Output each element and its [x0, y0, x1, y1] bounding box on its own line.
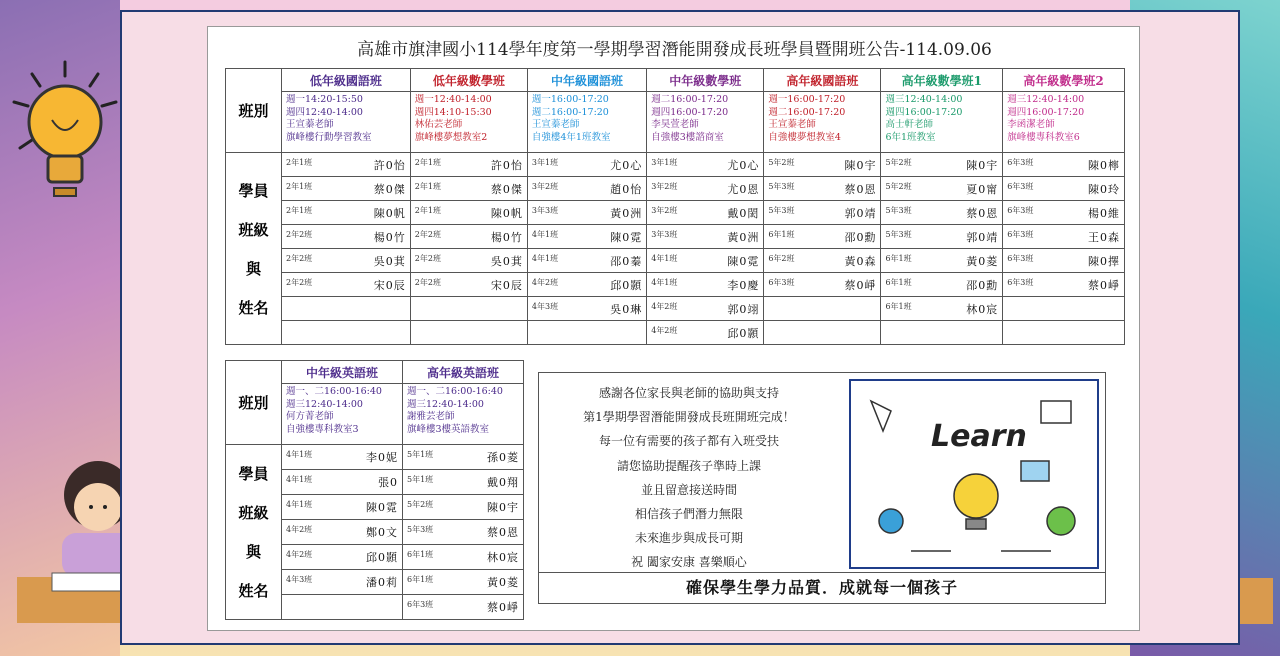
- student-class: 5年3班: [885, 205, 912, 215]
- student-cell: [527, 321, 646, 345]
- class-header: 高年級英語班: [403, 361, 524, 384]
- class-header: 高年級數學班2: [1003, 69, 1125, 92]
- student-cell: [282, 545, 403, 570]
- student-cell: [647, 153, 764, 177]
- student-class: 5年3班: [885, 229, 912, 239]
- student-class: 5年2班: [768, 157, 795, 167]
- student-class: 5年2班: [885, 157, 912, 167]
- student-class: 4年1班: [531, 253, 559, 263]
- schedule-line: 李昊萱老師: [651, 119, 699, 130]
- student-cell: [764, 177, 881, 201]
- student-class: 6年3班: [1007, 253, 1034, 263]
- student-class: 3年1班: [651, 157, 678, 167]
- student-cell: [764, 297, 881, 321]
- schedule-line: 週一14:20-15:50: [286, 94, 363, 105]
- row-label-line: 班級: [238, 220, 269, 239]
- student-cell: [410, 249, 527, 273]
- student-cell: [282, 249, 411, 273]
- student-name: 蔡0恩: [844, 182, 877, 196]
- schedule-line: 自強樓4年1班教室: [531, 131, 611, 143]
- student-cell: [527, 177, 646, 201]
- schedule-line: 何方菁老師: [286, 411, 334, 422]
- student-class: 6年2班: [768, 253, 795, 263]
- student-cell: [282, 570, 403, 595]
- schedule-line: 週一、二16:00-16:40: [407, 386, 503, 397]
- student-name: 蔡0傑: [373, 182, 406, 196]
- schedule-line: 旗峰樓專科教室6: [1007, 131, 1080, 143]
- student-name: 陳0玲: [1088, 182, 1120, 196]
- message-line: 並且留意接送時間: [640, 482, 737, 497]
- student-name: 陳0帆: [490, 206, 523, 220]
- student-cell: [282, 495, 403, 520]
- learn-illustration: [849, 379, 1099, 569]
- page-title: 高雄市旗津國小114學年度第一學期學習潛能開發成長班學員暨開班公告-114.09.06: [357, 40, 992, 60]
- student-cell: [282, 297, 411, 321]
- student-name: 蔡0恩: [487, 526, 519, 539]
- row-label-class: 班別: [226, 69, 282, 153]
- message-line: 未來進步與成長可期: [634, 531, 743, 546]
- student-class: 2年1班: [286, 157, 313, 167]
- student-name: 楊0維: [1088, 206, 1120, 220]
- schedule-line: 週四12:40-14:00: [286, 106, 363, 118]
- student-name: 邵0勳: [966, 278, 999, 292]
- student-name: 宋0辰: [490, 278, 523, 292]
- student-name: 黃0菱: [966, 254, 999, 268]
- student-class: 6年3班: [1007, 277, 1034, 287]
- student-name: 李0妮: [366, 451, 398, 464]
- student-name: 邱0顥: [610, 278, 643, 292]
- class-header: 高年級國語班: [764, 69, 881, 92]
- row-label-line: 與: [245, 259, 261, 278]
- student-name: 邱0顥: [727, 326, 760, 340]
- student-name: 尤0心: [727, 158, 760, 172]
- bottom-class-table: [225, 360, 524, 620]
- schedule-line: 6年1班教室: [885, 131, 936, 143]
- row-label-line: 姓名: [238, 298, 269, 317]
- student-class: 6年1班: [407, 575, 434, 584]
- student-class: 3年3班: [531, 205, 559, 215]
- class-schedule: [1003, 92, 1125, 153]
- student-name: 尤0恩: [727, 182, 760, 196]
- student-cell: [527, 201, 646, 225]
- student-name: 陳0擇: [1088, 254, 1120, 268]
- schedule-line: 王宣蓁老師: [531, 119, 580, 130]
- student-name: 陳0霓: [366, 501, 398, 514]
- student-class: 4年2班: [286, 550, 313, 559]
- student-cell: [527, 225, 646, 249]
- student-cell: [282, 225, 411, 249]
- student-name: 孫0菱: [487, 451, 519, 464]
- class-schedule: [881, 92, 1003, 153]
- student-name: 戴0閎: [727, 206, 760, 220]
- student-name: 鄭0文: [366, 526, 398, 539]
- row-label-class: 班別: [226, 361, 282, 445]
- student-name: 張0: [378, 476, 398, 489]
- schedule-line: 旗峰樓行動學習教室: [286, 131, 372, 143]
- lightbulb-icon: [10, 60, 120, 210]
- student-class: 3年3班: [651, 229, 678, 239]
- student-cell: [282, 595, 403, 620]
- student-cell: [527, 273, 646, 297]
- student-cell: [1003, 177, 1125, 201]
- student-class: 3年2班: [651, 205, 678, 215]
- student-name: 吳0萁: [490, 254, 523, 268]
- student-name: 許0怡: [490, 158, 523, 172]
- student-class: 5年3班: [407, 525, 434, 534]
- student-cell: [527, 297, 646, 321]
- schedule-line: 週二16:00-17:20: [651, 94, 729, 105]
- student-class: 6年1班: [885, 253, 912, 263]
- student-name: 林0宸: [487, 551, 519, 564]
- class-schedule: [764, 92, 881, 153]
- student-cell: [410, 153, 527, 177]
- learn-doodles-icon: [851, 381, 1097, 567]
- schedule-line: 林佑芸老師: [414, 119, 463, 130]
- student-cell: [881, 225, 1003, 249]
- student-cell: [403, 520, 524, 545]
- student-class: 5年1班: [407, 450, 434, 459]
- student-class: 2年1班: [286, 181, 313, 191]
- student-cell: [403, 595, 524, 620]
- student-class: 2年2班: [414, 229, 441, 239]
- row-label-line: 姓名: [238, 582, 269, 600]
- student-class: 5年2班: [885, 181, 912, 191]
- schedule-line: 週一16:00-17:20: [768, 94, 846, 105]
- student-class: 4年3班: [531, 301, 559, 311]
- student-cell: [282, 520, 403, 545]
- class-schedule: [527, 92, 646, 153]
- schedule-line: 旗峰樓3樓英語教室: [407, 423, 490, 435]
- schedule-line: 週一16:00-17:20: [531, 94, 609, 105]
- student-class: 4年1班: [286, 450, 313, 459]
- schedule-line: 自強樓3樓諮商室: [651, 131, 724, 143]
- student-cell: [881, 153, 1003, 177]
- student-class: 5年2班: [407, 500, 434, 509]
- student-cell: [881, 321, 1003, 345]
- message-box: [538, 372, 1106, 604]
- student-cell: [764, 321, 881, 345]
- schedule-line: 週四14:10-15:30: [414, 106, 492, 118]
- schedule-line: 週三12:40-14:00: [885, 94, 963, 105]
- student-cell: [403, 570, 524, 595]
- student-name: 陳0宇: [487, 501, 519, 514]
- student-class: 4年1班: [531, 229, 559, 239]
- student-cell: [647, 321, 764, 345]
- class-header: 低年級數學班: [410, 69, 527, 92]
- student-class: 2年1班: [414, 157, 441, 167]
- student-class: 4年3班: [286, 575, 313, 584]
- student-cell: [647, 201, 764, 225]
- message-line: 請您協助提醒孩子準時上課: [616, 458, 761, 473]
- student-cell: [881, 177, 1003, 201]
- student-name: 黃0菱: [487, 576, 519, 589]
- message-line: 感謝各位家長與老師的協助與支持: [598, 386, 779, 400]
- class-schedule: [403, 384, 524, 445]
- student-name: 蔡0崢: [1088, 278, 1120, 292]
- student-cell: [403, 495, 524, 520]
- student-class: 2年1班: [286, 205, 313, 215]
- student-name: 陳0帆: [373, 206, 406, 220]
- row-label-line: 學員: [238, 465, 269, 483]
- schedule-line: 週一、二16:00-16:40: [286, 386, 382, 397]
- student-name: 黃0森: [844, 254, 877, 268]
- student-class: 2年1班: [414, 181, 441, 191]
- student-cell: [647, 273, 764, 297]
- schedule-line: 高士軒老師: [885, 119, 933, 130]
- class-header: 中年級國語班: [527, 69, 646, 92]
- schedule-line: 週三12:40-14:00: [286, 398, 363, 410]
- learn-word: Learn: [931, 419, 1027, 454]
- class-header: 中年級英語班: [282, 361, 403, 384]
- student-class: 2年2班: [286, 229, 313, 239]
- student-cell: [1003, 153, 1125, 177]
- student-name: 楊0竹: [490, 230, 523, 244]
- student-class: 6年1班: [885, 301, 912, 311]
- student-name: 黃0洲: [727, 230, 760, 244]
- schedule-line: 自強樓夢想教室4: [768, 131, 841, 143]
- student-name: 陳0宇: [844, 158, 877, 172]
- class-header: 高年級數學班1: [881, 69, 1003, 92]
- student-class: 2年2班: [414, 253, 441, 263]
- student-cell: [282, 445, 403, 470]
- student-class: 6年1班: [885, 277, 912, 287]
- student-cell: [764, 201, 881, 225]
- student-cell: [764, 225, 881, 249]
- student-name: 陳0霓: [610, 230, 643, 244]
- student-cell: [282, 153, 411, 177]
- announcement-paper: [207, 26, 1140, 631]
- row-label-line: 班級: [238, 504, 269, 522]
- student-cell: [1003, 297, 1125, 321]
- student-name: 蔡0傑: [490, 182, 523, 196]
- student-class: 3年2班: [651, 181, 678, 191]
- student-cell: [410, 177, 527, 201]
- student-cell: [1003, 321, 1125, 345]
- student-class: 6年3班: [1007, 205, 1034, 215]
- student-cell: [1003, 249, 1125, 273]
- student-cell: [403, 470, 524, 495]
- student-class: 3年1班: [531, 157, 559, 167]
- student-name: 陳0霓: [727, 254, 760, 268]
- student-cell: [282, 201, 411, 225]
- student-class: 6年1班: [407, 550, 434, 559]
- student-cell: [410, 321, 527, 345]
- message-line: 相信孩子們潛力無限: [634, 507, 743, 522]
- student-name: 陳0檸: [1088, 158, 1120, 172]
- student-cell: [764, 273, 881, 297]
- message-line: 祝 闔家安康 喜樂順心: [631, 555, 747, 570]
- student-name: 吳0琳: [610, 302, 643, 316]
- student-cell: [881, 273, 1003, 297]
- student-class: 2年2班: [286, 277, 313, 287]
- student-cell: [647, 297, 764, 321]
- student-class: 6年3班: [407, 600, 434, 609]
- student-name: 郭0靖: [966, 230, 999, 244]
- student-cell: [410, 297, 527, 321]
- slogan: 確保學生學力品質．成就每一個孩子: [539, 572, 1105, 603]
- class-schedule: [282, 92, 411, 153]
- student-name: 郭0靖: [844, 206, 877, 220]
- row-label-student: [226, 445, 282, 620]
- student-cell: [881, 249, 1003, 273]
- student-cell: [410, 201, 527, 225]
- schedule-line: 週二16:00-17:20: [531, 106, 609, 118]
- student-name: 尤0心: [610, 158, 643, 172]
- schedule-line: 旗峰樓夢想教室2: [414, 131, 488, 143]
- student-cell: [410, 225, 527, 249]
- student-cell: [282, 470, 403, 495]
- student-name: 蔡0崢: [487, 601, 519, 614]
- student-cell: [1003, 225, 1125, 249]
- student-name: 邵0蓁: [610, 254, 643, 268]
- schedule-line: 週二16:00-17:20: [768, 106, 846, 118]
- top-class-table: [225, 68, 1125, 345]
- schedule-line: 李函潔老師: [1007, 119, 1055, 130]
- class-schedule: [647, 92, 764, 153]
- schedule-line: 週四16:00-17:20: [885, 106, 963, 118]
- student-cell: [764, 249, 881, 273]
- student-cell: [881, 297, 1003, 321]
- student-class: 2年1班: [414, 205, 441, 215]
- student-name: 王0森: [1088, 230, 1120, 244]
- student-class: 4年2班: [651, 301, 678, 311]
- schedule-line: 週三12:40-14:00: [1007, 94, 1085, 105]
- student-cell: [647, 225, 764, 249]
- student-name: 趙0怡: [610, 182, 643, 196]
- student-name: 蔡0恩: [966, 206, 999, 220]
- student-name: 陳0宇: [966, 158, 999, 172]
- schedule-line: 週三12:40-14:00: [407, 398, 484, 410]
- student-name: 邱0顥: [366, 551, 398, 564]
- student-name: 邵0勳: [844, 230, 877, 244]
- student-name: 李0慶: [727, 278, 760, 292]
- student-class: 4年1班: [651, 253, 678, 263]
- student-cell: [527, 153, 646, 177]
- student-cell: [282, 273, 411, 297]
- schedule-line: 自強樓專科教室3: [286, 423, 359, 435]
- schedule-line: 週四16:00-17:20: [651, 106, 729, 118]
- student-class: 6年3班: [768, 277, 795, 287]
- schedule-line: 謝雅芸老師: [407, 411, 455, 422]
- row-label-line: 與: [245, 543, 261, 561]
- student-cell: [282, 177, 411, 201]
- student-cell: [282, 321, 411, 345]
- student-class: 2年2班: [286, 253, 313, 263]
- schedule-line: 王宣蓁老師: [768, 119, 816, 130]
- schedule-line: 週一12:40-14:00: [414, 94, 492, 105]
- student-class: 4年1班: [286, 500, 313, 509]
- class-header: 低年級國語班: [282, 69, 411, 92]
- student-name: 蔡0崢: [844, 278, 877, 292]
- student-cell: [647, 177, 764, 201]
- student-cell: [647, 249, 764, 273]
- student-class: 4年1班: [651, 277, 678, 287]
- class-schedule: [410, 92, 527, 153]
- student-class: 4年2班: [286, 525, 313, 534]
- student-name: 郭0翊: [727, 302, 760, 316]
- student-cell: [527, 249, 646, 273]
- message-line: 第1學期學習潛能開發成長班開班完成！: [583, 410, 795, 425]
- student-name: 潘0莉: [366, 576, 398, 589]
- student-cell: [764, 153, 881, 177]
- student-class: 5年3班: [768, 181, 795, 191]
- student-name: 林0宸: [966, 302, 999, 316]
- student-cell: [881, 201, 1003, 225]
- student-name: 吳0萁: [373, 254, 406, 268]
- student-cell: [1003, 201, 1125, 225]
- schedule-line: 王宣蓁老師: [286, 119, 334, 130]
- student-name: 楊0竹: [373, 230, 406, 244]
- student-class: 6年3班: [1007, 157, 1034, 167]
- student-class: 5年1班: [407, 475, 434, 484]
- row-label-student: [226, 153, 282, 345]
- student-name: 許0怡: [373, 158, 406, 172]
- message-line: 每一位有需要的孩子都有入班受扶: [598, 434, 779, 449]
- student-class: 4年2班: [651, 325, 678, 335]
- student-cell: [410, 273, 527, 297]
- student-name: 戴0翔: [487, 476, 519, 489]
- student-name: 宋0辰: [373, 278, 406, 292]
- student-cell: [403, 445, 524, 470]
- student-class: 6年3班: [1007, 181, 1034, 191]
- row-label-line: 學員: [238, 181, 269, 200]
- student-name: 夏0甯: [966, 182, 999, 196]
- student-class: 2年2班: [414, 277, 441, 287]
- student-cell: [1003, 273, 1125, 297]
- student-class: 3年2班: [531, 181, 559, 191]
- class-schedule: [282, 384, 403, 445]
- student-class: 6年1班: [768, 229, 795, 239]
- student-class: 4年2班: [531, 277, 559, 287]
- student-class: 5年3班: [768, 205, 795, 215]
- class-header: 中年級數學班: [647, 69, 764, 92]
- student-cell: [403, 545, 524, 570]
- schedule-line: 週四16:00-17:20: [1007, 106, 1085, 118]
- student-class: 4年1班: [286, 475, 313, 484]
- message-lines: [539, 381, 839, 575]
- student-name: 黃0洲: [610, 206, 643, 220]
- student-class: 6年3班: [1007, 229, 1034, 239]
